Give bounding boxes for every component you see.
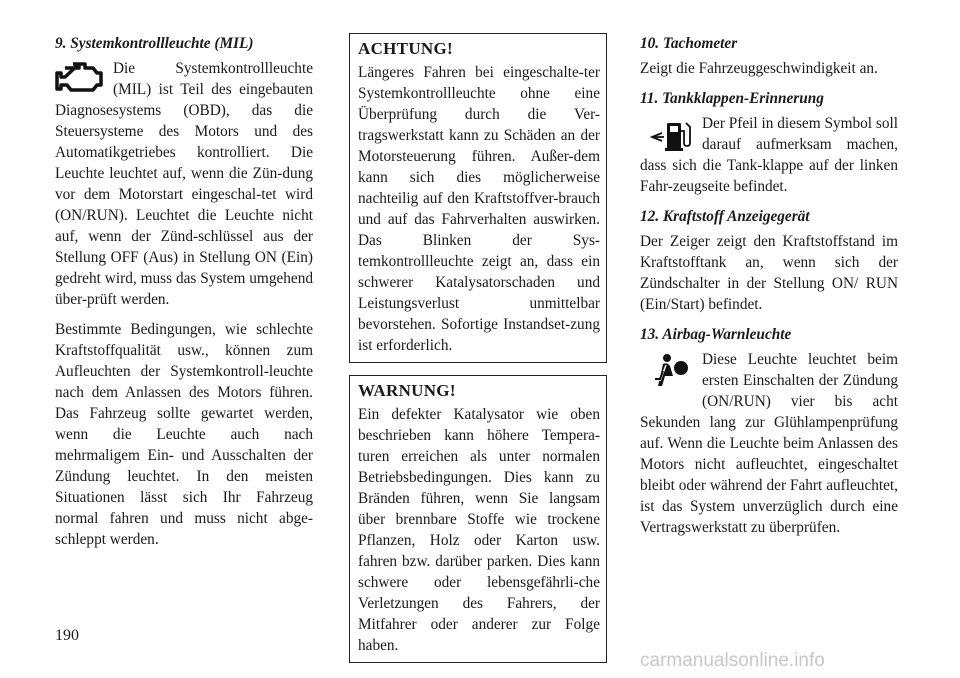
mil-intro-text: Die Systemkontrollleuchte (MIL) ist Teil des eingebauten Diagnosesystems (OBD), das die Steuersysteme des Motors und des Automatikgetriebes kontrolliert. Die Leuchte leuchtet auf, wenn die Zün-dung vor dem Motorstart eingeschal-tet wird (ON/RUN). Leuchtet die Leuchte nicht auf, wenn der Zünd-schlüssel aus der Stellung OFF (Aus) in Stellung ON (Ein) gedreht wird, muss das System umgehend über-prüft werden. [55,60,313,308]
column-right [640,33,898,547]
watermark: carmanualsonline.info [640,650,825,671]
mil-conditions-text: Bestimmte Bedingungen, wie schlechte Kraftstoffqualität usw., können zum Aufleuchten der Systemkontroll-leuchte nach dem Anlassen des Motors führen. Das Fahrzeug sollte gewartet werden, wenn die Leuchte auch nach mehrmaligem Ein- und Ausschalten der Zündung leuchtet. In den meisten Situationen lässt sich Ihr Fahrzeug normal fahren und muss nicht abge-schleppt werden. [55,321,313,548]
fuel-door-text: Der Pfeil in diesem Symbol soll darauf aufmerksam machen, dass sich die Tank-klappe auf der linken Fahr-zeugseite befindet. [640,115,898,195]
fuel-door-description [640,113,898,197]
column-left [55,33,313,559]
column-middle [349,33,607,675]
fuel-gauge-text: Der Zeiger zeigt den Kraftstoffstand im Kraftstofftank an, wenn sich der Zündschalter in der Stellung ON/ RUN (Ein/Start) befindet. [640,233,898,313]
caution-box [349,33,607,363]
warning-text: Ein defekter Katalysator wie oben beschrieben kann höhere Tempera-turen erreichen als unter normalen Betriebsbedingungen. Dies kann zu Bränden führen, wenn Sie langsam über brennbare Stoffe wie trockene Pflanzen, Holz oder Karton usw. fahren bzw. darüber parken. Dies kann schwere oder lebensgefährli-che Verletzungen des Fahrers, der Mitfahrer oder anderer zur Folge haben. [358,406,600,654]
fuel-door-reminder-icon [650,115,692,155]
airbag-warning-icon [650,351,692,393]
section-heading-fuel-door: 11. Tankklappen-Erinnerung [640,90,824,107]
engine-check-icon [55,60,103,96]
page-number: 190 [55,627,79,644]
section-heading-mil: 9. Systemkontrollleuchte (MIL) [55,35,254,52]
section-heading-airbag: 13. Airbag-Warnleuchte [640,326,792,343]
caution-title: ACHTUNG! [358,39,453,58]
section-heading-tachometer: 10. Tachometer [640,35,738,52]
mil-description [55,58,313,310]
section-heading-fuel-gauge: 12. Kraftstoff Anzeigegerät [640,208,810,225]
tachometer-text: Zeigt die Fahrzeuggeschwindigkeit an. [640,60,878,77]
warning-title: WARNUNG! [358,381,456,400]
airbag-description [640,349,898,538]
airbag-text: Diese Leuchte leuchtet beim ersten Einschalten der Zündung (ON/RUN) vier bis acht Sekunden lang zur Glühlampenprüfung auf. Wenn die Leuchte beim Anlassen des Motors nicht aufleuchtet, eingeschaltet bleibt oder während der Fahrt aufleuchtet, ist das System unverzüglich durch eine Vertragswerkstatt zu überprüfen. [640,351,898,536]
warning-box [349,375,607,663]
caution-text: Längeres Fahren bei eingeschalte-ter Systemkontrollleuchte ohne eine Überprüfung durch die Ver-tragswerkstatt kann zu Schäden an der Motorsteuerung führen. Außer-dem kann sich dies möglicherweise nachteilig auf den Kraftstoffver-brauch und auf das Fahrverhalten auswirken. Das Blinken der Sys-temkontrollleuchte zeigt an, dass ein schwerer Katalysatorschaden und Leistungsverlust unmittelbar bevorstehen. Sofortige Instandset-zung ist erforderlich. [358,64,600,354]
